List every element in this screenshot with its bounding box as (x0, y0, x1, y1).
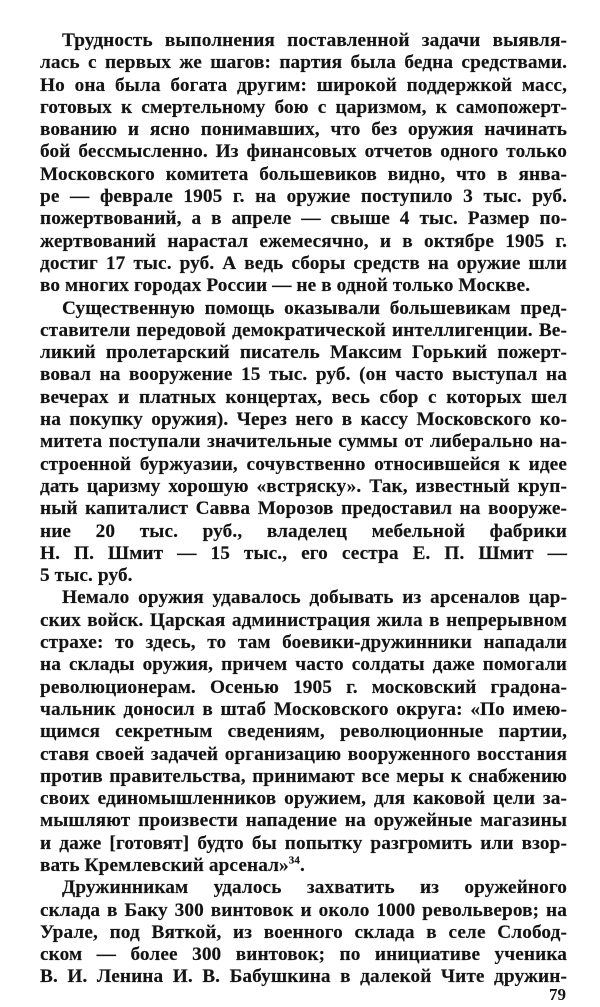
text-line (40, 320, 567, 342)
line-text: Урале, под Вяткой, из военного склада в селе Слобод- (40, 921, 567, 943)
line-text: лась с первых же шагов: партия была бедна средствами. (40, 52, 567, 74)
line-text: Трудность выполнения поставленной задачи выявля- (62, 30, 567, 51)
text-line (40, 521, 567, 543)
text-line (40, 632, 567, 654)
text-line (40, 744, 567, 766)
paragraph (40, 587, 567, 877)
paragraph (40, 877, 567, 988)
text-line (40, 476, 567, 498)
text-line (40, 654, 567, 676)
line-text: во многих городах России — не в одной только Москве. (40, 275, 531, 297)
text-line (40, 342, 567, 364)
text-line (40, 208, 567, 230)
line-text: ный капиталист Савва Морозов предоставил на вооруже- (40, 498, 567, 520)
line-text: против правительства, принимают все меры к снабжению (40, 765, 567, 787)
line-text: мышляют произвести нападение на оружейные магазины (40, 810, 567, 832)
text-line (40, 966, 567, 988)
text-line (40, 275, 567, 297)
line-text: Дружинникам удалось захватить из оружейного (62, 877, 567, 899)
line-text: ских войск. Царская администрация жила в непрерывном (40, 609, 567, 631)
text-line (40, 699, 567, 721)
text-line (40, 409, 567, 431)
line-text: ликий пролетарский писатель Максим Горький пожерт- (40, 342, 567, 364)
line-text: ставя своей задачей организацию вооруженного восстания (40, 743, 567, 765)
line-text: склада в Баку 300 винтовок и около 1000 револьверов; на (40, 899, 567, 921)
line-text: бой бессмысленно. Из финансовых отчетов одного только (40, 141, 567, 163)
line-text: пожертвований, а в апреле — свыше 4 тыс. Размер по- (40, 208, 567, 230)
text-line (40, 833, 567, 855)
paragraph (40, 298, 567, 588)
text-line (40, 253, 567, 275)
text-line (40, 855, 567, 877)
text-line (40, 231, 567, 253)
text-line (40, 587, 567, 609)
line-text: революционерам. Осенью 1905 г. московский градона- (40, 676, 567, 698)
line-text: страхе: то здесь, то там боевики-дружинники нападали (40, 632, 567, 654)
text-line (40, 75, 567, 97)
text-line (40, 721, 567, 743)
text-line (40, 766, 567, 788)
text-line (40, 810, 567, 832)
text-line (40, 298, 567, 320)
text-line (40, 565, 567, 587)
text-line (40, 186, 567, 208)
text-line (40, 677, 567, 699)
line-text: чальник доносил в штаб Московского округа: «По имею- (40, 698, 567, 720)
line-text: 5 тыс. руб. (40, 565, 133, 587)
line-text: щимся секретным сведениям, революционные партии, (40, 721, 567, 743)
line-text: готовых к смертельному бою с царизмом, к самопожерт- (40, 96, 567, 118)
text-line (40, 30, 567, 52)
line-text: жертвований нарастал ежемесячно, и в октябре 1905 г. (40, 230, 567, 252)
line-text: митета поступали значительные суммы от либерально на- (40, 431, 567, 453)
text-line (40, 877, 567, 899)
page-number: 79 (549, 985, 566, 1004)
footnote-ref: 34 (288, 854, 300, 867)
line-text: вечерах и платных концертах, весь сбор с которых шел (40, 386, 567, 408)
line-text: и даже [готовят] будто бы попытку разгромить или взор- (40, 832, 567, 854)
text-line (40, 922, 567, 944)
text-line (40, 141, 567, 163)
text-line (40, 431, 567, 453)
line-tail: . (299, 854, 305, 876)
text-line (40, 454, 567, 476)
line-text: В. И. Ленина И. В. Бабушкина в далекой Чите дружин- (40, 966, 567, 988)
text-line (40, 788, 567, 810)
line-text: достиг 17 тыс. руб. А ведь сборы средств на оружие шли (40, 252, 567, 274)
line-text: вованию и ясно понимавших, что без оружия начинать (40, 119, 567, 141)
line-text: на покупку оружия). Через него в кассу Московского ко- (40, 409, 567, 431)
line-text: на склады оружия, причем часто солдаты даже помогали (40, 654, 567, 676)
text-line (40, 97, 567, 119)
line-text: вать Кремлевский арсенал» (40, 854, 289, 876)
line-text: Н. П. Шмит — 15 тыс., его сестра Е. П. Шмит — (40, 542, 567, 564)
line-text: Существенную помощь оказывали большевикам пред- (62, 297, 567, 319)
line-text: вовал на вооружение 15 тыс. руб. (он часто выступал на (40, 364, 567, 386)
line-text: Московского комитета большевиков видно, что в янва- (40, 163, 567, 185)
line-text: Немало оружия удавалось добывать из арсеналов цар- (62, 587, 567, 609)
line-text: Но она была богата другим: широкой поддержкой масс, (40, 74, 567, 96)
text-line (40, 543, 567, 565)
line-text: ском — более 300 винтовок; по инициативе ученика (40, 944, 567, 966)
line-text: ние 20 тыс. руб., владелец мебельной фабрики (40, 520, 567, 542)
line-text: ре — феврале 1905 г. на оружие поступило 3 тыс. руб. (40, 186, 567, 208)
text-line (40, 944, 567, 966)
paragraph (40, 30, 567, 298)
line-text: ставители передовой демократической интеллигенции. Ве- (40, 319, 567, 341)
text-line (40, 119, 567, 141)
text-line (40, 52, 567, 74)
text-line (40, 498, 567, 520)
text-line (40, 900, 567, 922)
text-line (40, 364, 567, 386)
text-line (40, 610, 567, 632)
text-line (40, 387, 567, 409)
text-line (40, 164, 567, 186)
line-text: строенной буржуазии, сочувственно относившейся к идее (40, 453, 567, 475)
line-text: своих единомышленников оружием, для каковой цели за- (40, 788, 567, 810)
book-page-text (40, 30, 567, 989)
line-text: дать царизму хорошую «встряску». Так, известный круп- (40, 475, 567, 497)
